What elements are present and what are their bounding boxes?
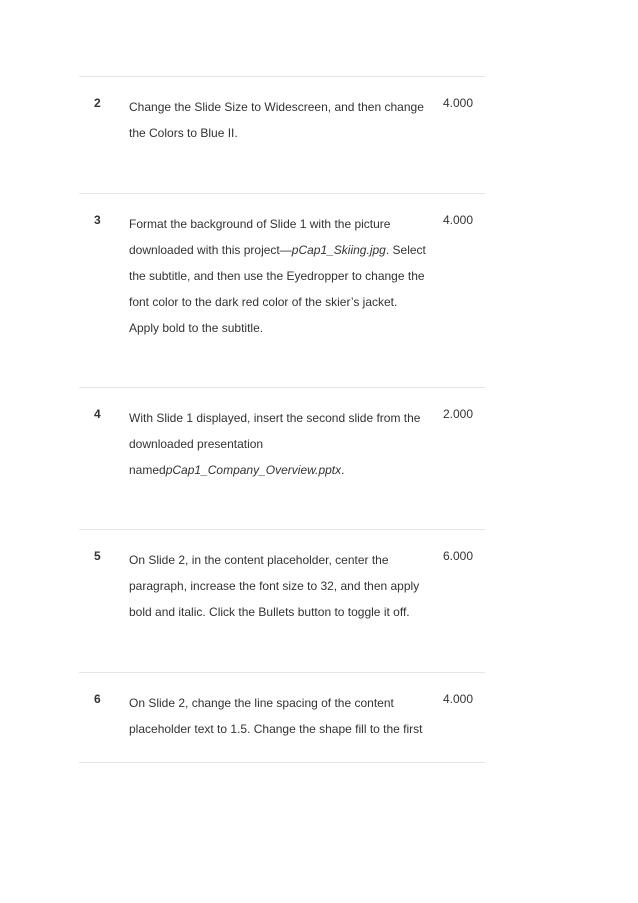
description-line: Format the background of Slide 1 with the picture <box>129 217 391 231</box>
step-description <box>129 547 429 625</box>
text-segment: . <box>341 463 345 477</box>
step-points: 4.000 <box>443 213 474 227</box>
step-description <box>129 94 429 146</box>
step-number: 2 <box>94 96 101 110</box>
description-line: Change the Slide Size to Widescreen, and then change <box>129 100 424 114</box>
step-number: 5 <box>94 549 101 563</box>
text-segment: named <box>129 463 166 477</box>
description-line: With Slide 1 displayed, insert the second slide from the <box>129 411 421 425</box>
step-description <box>129 690 429 742</box>
description-line: the Colors to Blue II. <box>129 126 238 140</box>
description-line: Apply bold to the subtitle. <box>129 321 264 335</box>
step-number: 3 <box>94 213 101 227</box>
step-points: 2.000 <box>443 407 474 421</box>
table-row <box>79 530 485 673</box>
step-points: 6.000 <box>443 549 474 563</box>
step-description <box>129 405 429 483</box>
text-segment: downloaded with this project— <box>129 243 292 257</box>
description-line: On Slide 2, in the content placeholder, center the <box>129 553 389 567</box>
text-segment: . Select <box>385 243 426 257</box>
step-points: 4.000 <box>443 96 474 110</box>
file-name: pCap1_Skiing.jpg <box>291 243 386 257</box>
table-row <box>79 77 485 194</box>
step-description <box>129 211 429 341</box>
step-number: 6 <box>94 692 101 706</box>
description-line: downloaded presentation <box>129 437 264 451</box>
table-row <box>79 673 485 763</box>
grading-table <box>79 76 485 763</box>
description-line: bold and italic. Click the Bullets button to toggle it off. <box>129 605 410 619</box>
step-points: 4.000 <box>443 692 474 706</box>
description-line: placeholder text to 1.5. Change the shape fill to the first <box>129 722 423 736</box>
description-line: paragraph, increase the font size to 32, and then apply <box>129 579 420 593</box>
table-row <box>79 194 485 388</box>
table-row <box>79 388 485 530</box>
description-line: On Slide 2, change the line spacing of the content <box>129 696 394 710</box>
file-name: pCap1_Company_Overview.pptx <box>165 463 342 477</box>
description-line: the subtitle, and then use the Eyedropper to change the <box>129 269 425 283</box>
description-line <box>129 237 429 263</box>
description-line <box>129 457 429 483</box>
step-number: 4 <box>94 407 101 421</box>
description-line: font color to the dark red color of the skier’s jacket. <box>129 295 398 309</box>
